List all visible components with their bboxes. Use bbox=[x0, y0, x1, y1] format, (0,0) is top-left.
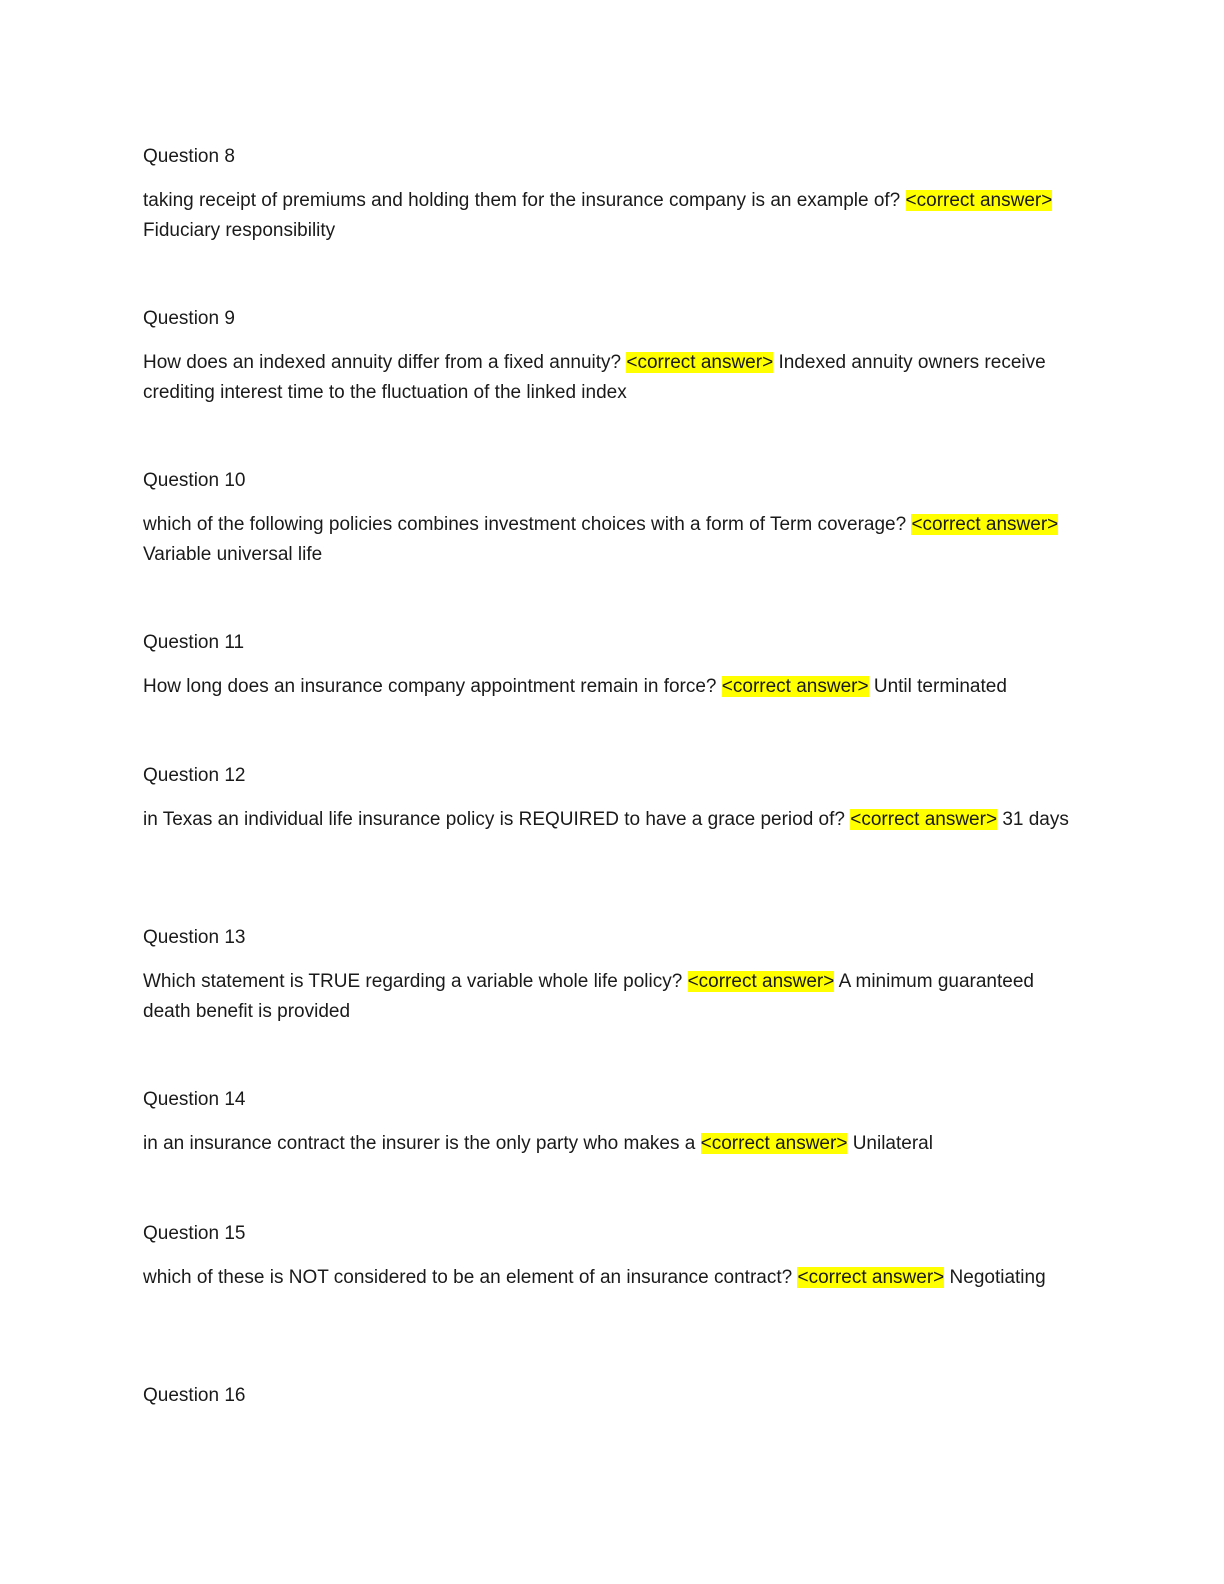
question-12 bbox=[143, 761, 1073, 835]
question-body bbox=[143, 186, 1073, 245]
question-body bbox=[143, 672, 1073, 702]
correct-answer-marker: <correct answer> bbox=[700, 1133, 848, 1154]
question-15 bbox=[143, 1219, 1073, 1293]
answer-text: Variable universal life bbox=[143, 543, 323, 565]
question-prompt: Which statement is TRUE regarding a variable whole life policy? bbox=[143, 971, 688, 992]
correct-answer-marker: <correct answer> bbox=[850, 809, 998, 830]
answer-text: Fiduciary responsibility bbox=[143, 219, 336, 241]
question-body bbox=[143, 348, 1073, 407]
question-title: Question 16 bbox=[143, 1385, 246, 1406]
question-body bbox=[143, 805, 1073, 835]
question-8 bbox=[143, 142, 1073, 245]
question-body bbox=[143, 1129, 1073, 1159]
answer-text: 31 days bbox=[997, 809, 1069, 830]
question-body bbox=[143, 1263, 1073, 1293]
correct-answer-marker: <correct answer> bbox=[905, 190, 1053, 211]
question-prompt: in Texas an individual life insurance policy is REQUIRED to have a grace period of? bbox=[143, 809, 851, 830]
question-title: Question 14 bbox=[143, 1089, 246, 1110]
question-prompt: How does an indexed annuity differ from a fixed annuity? bbox=[143, 352, 627, 373]
question-body bbox=[143, 967, 1073, 1026]
question-title: Question 11 bbox=[143, 632, 245, 653]
question-title: Question 12 bbox=[143, 765, 246, 786]
question-title: Question 8 bbox=[143, 146, 235, 167]
question-10 bbox=[143, 466, 1073, 569]
question-prompt: which of the following policies combines investment choices with a form of Term coverage? bbox=[143, 514, 912, 535]
question-14 bbox=[143, 1085, 1073, 1159]
answer-text: Until terminated bbox=[868, 676, 1007, 697]
question-title: Question 10 bbox=[143, 470, 246, 491]
question-13 bbox=[143, 923, 1073, 1026]
answer-text: Negotiating bbox=[944, 1267, 1046, 1288]
answer-text: Unilateral bbox=[847, 1133, 933, 1154]
question-body bbox=[143, 510, 1073, 569]
question-title: Question 13 bbox=[143, 927, 246, 948]
question-title: Question 15 bbox=[143, 1223, 246, 1244]
correct-answer-marker: <correct answer> bbox=[721, 676, 869, 697]
answer-text: A minimum guaranteed death benefit is provided bbox=[143, 971, 1034, 1022]
question-prompt: How long does an insurance company appointment remain in force? bbox=[143, 676, 722, 697]
question-16 bbox=[143, 1381, 1073, 1410]
question-9 bbox=[143, 304, 1073, 407]
correct-answer-marker: <correct answer> bbox=[797, 1267, 945, 1288]
correct-answer-marker: <correct answer> bbox=[687, 971, 835, 992]
correct-answer-marker: <correct answer> bbox=[911, 514, 1059, 535]
correct-answer-marker: <correct answer> bbox=[626, 352, 774, 373]
question-prompt: which of these is NOT considered to be an element of an insurance contract? bbox=[143, 1267, 798, 1288]
answer-text: Indexed annuity owners receive crediting interest time to the fluctuation of the linked index bbox=[143, 352, 1046, 403]
question-11 bbox=[143, 628, 1073, 702]
question-prompt: taking receipt of premiums and holding them for the insurance company is an example of? bbox=[143, 190, 906, 211]
question-prompt: in an insurance contract the insurer is the only party who makes a bbox=[143, 1133, 701, 1154]
question-title: Question 9 bbox=[143, 308, 235, 329]
